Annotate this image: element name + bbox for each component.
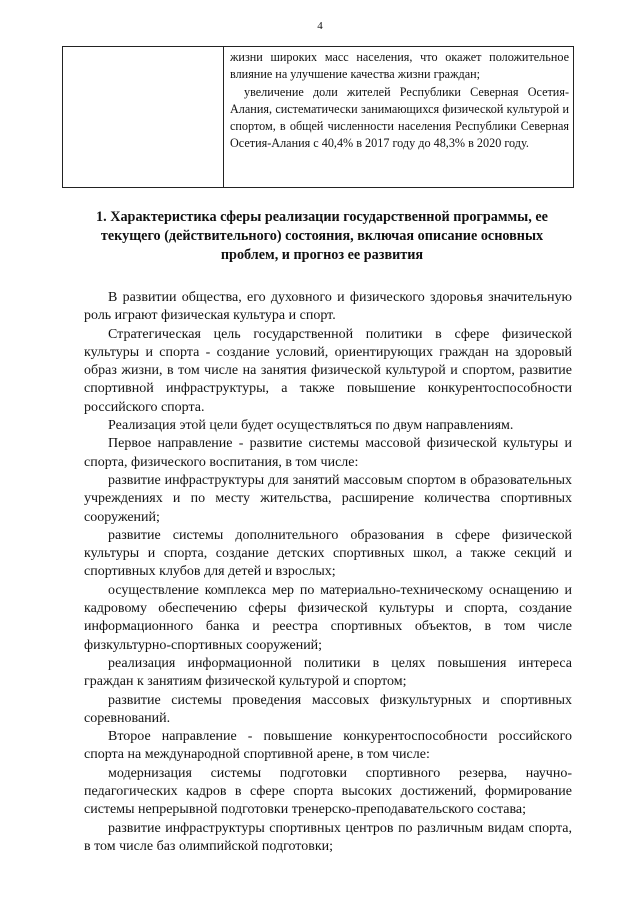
body-paragraph: развитие инфраструктуры для занятий массовым спортом в образовательных учреждениях и по месту жительства, расширение количества спортивных сооружений; <box>84 472 572 525</box>
table-right-cell <box>224 47 573 187</box>
section-title-line: проблем, и прогноз ее развития <box>220 247 424 264</box>
section-title <box>72 208 572 266</box>
body-paragraph: Стратегическая цель государственной политики в сфере физической культуры и спорта - создание условий, ориентирующих граждан на здоровый образ жизни, в том числе на занятия физической культурой и спортом, развитие спортивной инфраструктуры, а также повышение конкурентоспособности российского спорта. <box>84 326 572 415</box>
continuation-table <box>62 46 574 188</box>
body-paragraph: модернизация системы подготовки спортивного резерва, научно-педагогических кадров в сфере спорта высоких достижений, формирование системы непрерывной подготовки тренерско-преподавательского состава; <box>84 765 572 818</box>
body-text <box>84 289 572 856</box>
body-paragraph: реализация информационной политики в целях повышения интереса граждан к занятиям физической культурой и спортом; <box>84 655 572 690</box>
body-paragraph: В развитии общества, его духовного и физического здоровья значительную роль играют физическая культура и спорт. <box>84 290 572 324</box>
section-title-line: 1. Характеристика сферы реализации государственной программы, ее <box>96 209 548 225</box>
body-paragraph: осуществление комплекса мер по материально-техническому оснащению и кадровому обеспечению сферы физической культуры и спорта, создание информационного банка и реестра спортивных объектов, в том числе физкультурно-спортивных сооружений; <box>84 582 572 653</box>
section-title-line: текущего (действительного) состояния, включая описание основных <box>100 228 544 245</box>
body-paragraph: развитие системы проведения массовых физкультурных и спортивных соревнований. <box>84 692 572 726</box>
body-paragraph: Первое направление - развитие системы массовой физической культуры и спорта, физического воспитания, в том числе: <box>84 436 572 470</box>
body-paragraph: развитие системы дополнительного образования в сфере физической культуры и спорта, создание детских спортивных школ, а также секций и спортивных клубов для детей и взрослых; <box>84 527 572 580</box>
body-paragraph: Реализация этой цели будет осуществляться по двум направлениям. <box>108 418 514 434</box>
body-paragraph: развитие инфраструктуры спортивных центров по различным видам спорта, в том числе баз олимпийской подготовки; <box>84 820 572 854</box>
page-number: 4 <box>317 20 323 32</box>
table-paragraph: жизни широких масс населения, что окажет положительное влияние на улучшение качества жизни граждан; <box>230 50 569 82</box>
table-paragraph: увеличение доли жителей Республики Северная Осетия-Алания, систематически занимающихся физической культурой и спортом, в общей численности населения Республики Северная Осетия-Алания с 40,4% в 2017 году до 48,3% в 2020 году. <box>230 84 569 151</box>
table-left-cell <box>63 47 224 187</box>
body-paragraph: Второе направление - повышение конкурентоспособности российского спорта на международной спортивной арене, в том числе: <box>84 729 572 763</box>
